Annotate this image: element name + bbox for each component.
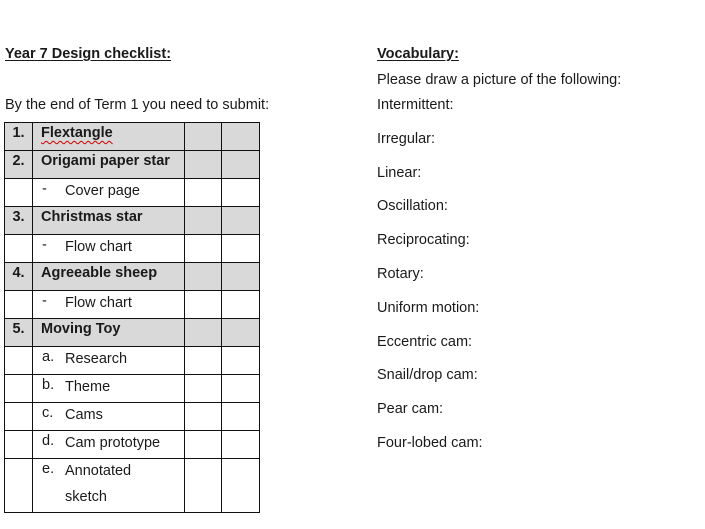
subitem-marker: b. xyxy=(42,377,55,393)
subitem-label: Flow chart xyxy=(65,295,132,311)
subitem-marker: c. xyxy=(42,405,54,421)
checklist-subitem-row xyxy=(5,403,260,431)
tick-box-1 xyxy=(185,347,222,375)
item-number xyxy=(5,291,33,319)
item-cell xyxy=(33,291,185,319)
subitem-label: Cam prototype xyxy=(65,435,161,451)
tick-box-1 xyxy=(185,123,222,151)
item-cell xyxy=(33,123,185,151)
tick-box-2 xyxy=(222,319,260,347)
item-cell xyxy=(33,179,185,207)
tick-box-1 xyxy=(185,263,222,291)
vocabulary-term: Reciprocating: xyxy=(377,232,470,249)
item-cell xyxy=(33,403,185,431)
vocabulary-title: Vocabulary: xyxy=(377,46,459,62)
subitem-label: Cover page xyxy=(65,183,140,199)
tick-box-1 xyxy=(185,235,222,263)
vocabulary-term: Rotary: xyxy=(377,265,424,282)
item-number xyxy=(5,235,33,263)
checklist-item-row xyxy=(5,263,260,291)
tick-box-1 xyxy=(185,375,222,403)
subitem-label: Cams xyxy=(65,407,103,423)
checklist-subitem-row xyxy=(5,375,260,403)
item-number xyxy=(5,375,33,403)
item-number: 5. xyxy=(5,319,33,347)
tick-box-2 xyxy=(222,431,260,459)
subitem-marker: - xyxy=(42,293,47,309)
tick-box-2 xyxy=(222,123,260,151)
subitem-label: Annotated sketch xyxy=(65,463,132,505)
tick-box-1 xyxy=(185,403,222,431)
vocabulary-term: Irregular: xyxy=(377,130,436,147)
item-label: Flextangle xyxy=(41,125,113,141)
tick-box-1 xyxy=(185,291,222,319)
checklist-subitem-row xyxy=(5,179,260,207)
item-number xyxy=(5,431,33,459)
vocabulary-term: Snail/drop cam: xyxy=(377,367,478,384)
item-cell xyxy=(33,319,185,347)
vocabulary-term: Oscillation: xyxy=(377,198,448,215)
checklist-subitem-row xyxy=(5,347,260,375)
vocabulary-term: Intermittent: xyxy=(377,97,454,113)
vocabulary-term: Eccentric cam: xyxy=(377,333,473,350)
item-label: Agreeable sheep xyxy=(41,265,158,281)
tick-box-2 xyxy=(222,263,260,291)
checklist-title: Year 7 Design checklist: xyxy=(5,46,172,62)
subitem-label: Flow chart xyxy=(65,239,132,255)
item-number xyxy=(5,403,33,431)
item-cell xyxy=(33,459,185,513)
item-label: Origami paper star xyxy=(41,153,170,169)
checklist-item-row xyxy=(5,319,260,347)
item-number xyxy=(5,179,33,207)
subitem-marker: - xyxy=(42,181,47,197)
checklist-item-row xyxy=(5,123,260,151)
item-cell xyxy=(33,431,185,459)
vocabulary-term: Four-lobed cam: xyxy=(377,434,483,451)
item-cell xyxy=(33,263,185,291)
vocabulary-term: Uniform motion: xyxy=(377,299,480,316)
subitem-label: Theme xyxy=(65,379,111,395)
item-cell xyxy=(33,151,185,179)
tick-box-2 xyxy=(222,403,260,431)
subitem-marker: e. xyxy=(42,461,55,477)
subitem-label: Research xyxy=(65,351,128,367)
tick-box-1 xyxy=(185,151,222,179)
tick-box-2 xyxy=(222,375,260,403)
item-number: 4. xyxy=(5,263,33,291)
vocabulary-list xyxy=(377,97,483,469)
item-number: 3. xyxy=(5,207,33,235)
checklist-table xyxy=(4,122,260,513)
item-cell xyxy=(33,347,185,375)
tick-box-1 xyxy=(185,179,222,207)
checklist-subitem-row xyxy=(5,459,260,513)
tick-box-2 xyxy=(222,151,260,179)
vocabulary-intro: Please draw a picture of the following: xyxy=(377,72,622,88)
checklist-subitem-row xyxy=(5,431,260,459)
item-number: 1. xyxy=(5,123,33,151)
tick-box-2 xyxy=(222,179,260,207)
item-cell xyxy=(33,235,185,263)
tick-box-2 xyxy=(222,347,260,375)
item-number: 2. xyxy=(5,151,33,179)
item-cell xyxy=(33,207,185,235)
item-label: Moving Toy xyxy=(41,321,121,337)
checklist-item-row xyxy=(5,151,260,179)
checklist-item-row xyxy=(5,207,260,235)
item-number xyxy=(5,347,33,375)
checklist-subitem-row xyxy=(5,291,260,319)
vocabulary-term: Pear cam: xyxy=(377,401,444,418)
checklist-subitem-row xyxy=(5,235,260,263)
tick-box-2 xyxy=(222,207,260,235)
item-number xyxy=(5,459,33,513)
tick-box-1 xyxy=(185,207,222,235)
vocabulary-term: Linear: xyxy=(377,164,422,181)
tick-box-1 xyxy=(185,319,222,347)
item-cell xyxy=(33,375,185,403)
subitem-marker: a. xyxy=(42,349,55,365)
tick-box-1 xyxy=(185,459,222,513)
tick-box-2 xyxy=(222,235,260,263)
tick-box-2 xyxy=(222,459,260,513)
tick-box-2 xyxy=(222,291,260,319)
subitem-marker: d. xyxy=(42,433,55,449)
subitem-marker: - xyxy=(42,237,47,253)
item-label: Christmas star xyxy=(41,209,143,225)
checklist-intro: By the end of Term 1 you need to submit: xyxy=(5,97,270,113)
tick-box-1 xyxy=(185,431,222,459)
